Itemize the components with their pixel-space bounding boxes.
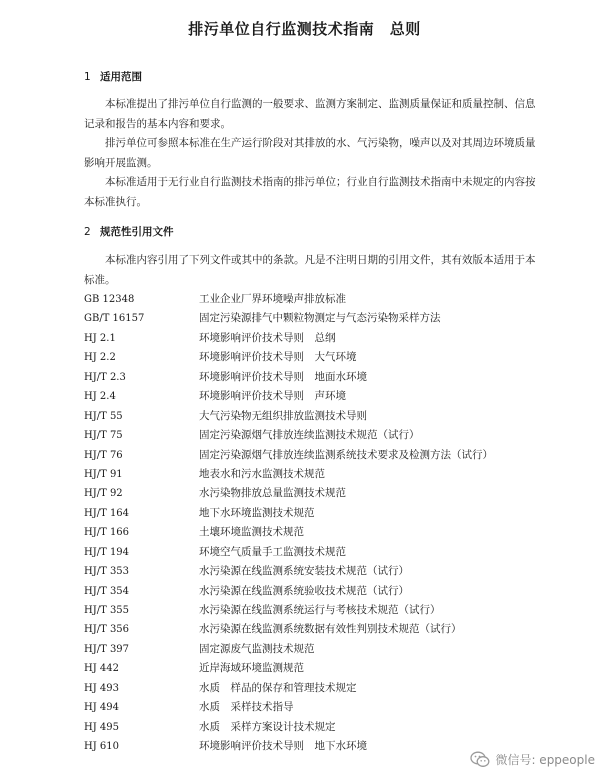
reference-title: 固定污染源烟气排放连续监测技术规范（试行） <box>199 429 420 442</box>
section-2-heading <box>84 224 174 239</box>
reference-code: HJ 2.2 <box>84 352 116 364</box>
reference-code: HJ 610 <box>84 741 119 753</box>
reference-item <box>84 601 540 620</box>
reference-item <box>84 659 540 678</box>
reference-code: HJ 2.4 <box>84 391 116 403</box>
reference-code: HJ/T 353 <box>84 566 130 578</box>
section-2-title: 规范性引用文件 <box>100 226 174 238</box>
reference-title: 水污染源在线监测系统数据有效性判别技术规范（试行） <box>199 623 462 636</box>
reference-item <box>84 387 540 406</box>
section-1-paragraph-1: 本标准提出了排污单位自行监测的一般要求、监测方案制定、监测质量保证和质量控制、信息记录和报告的基本内容和要求。 <box>84 98 536 130</box>
reference-title: 土壤环境监测技术规范 <box>199 526 304 539</box>
reference-code: HJ/T 55 <box>84 410 123 422</box>
reference-code: HJ/T 2.3 <box>84 371 126 383</box>
reference-code: HJ 493 <box>84 682 119 694</box>
reference-code: HJ/T 76 <box>84 449 123 461</box>
reference-item <box>84 407 540 426</box>
reference-item <box>84 348 540 367</box>
reference-title: 固定源废气监测技术规范 <box>199 642 315 655</box>
reference-item <box>84 290 540 309</box>
reference-item <box>84 620 540 639</box>
reference-title: 环境影响评价技术导则 大气环境 <box>199 351 357 364</box>
reference-item <box>84 523 540 542</box>
reference-item <box>84 504 540 523</box>
reference-title: 水污染源在线监测系统验收技术规范（试行） <box>199 584 409 597</box>
watermark <box>470 751 595 768</box>
reference-code: GB 12348 <box>84 294 135 305</box>
reference-code: HJ/T 356 <box>84 624 130 636</box>
reference-code: HJ 494 <box>84 702 119 714</box>
reference-title: 固定污染源排气中颗粒物测定与气态污染物采样方法 <box>199 312 441 325</box>
reference-item <box>84 562 540 581</box>
section-1-number: 1 <box>84 71 91 83</box>
reference-title: 大气污染物无组织排放监测技术导则 <box>199 409 367 422</box>
reference-item <box>84 679 540 698</box>
section-1-title: 适用范围 <box>100 71 142 83</box>
watermark-text: 微信号: eppeople <box>495 753 595 767</box>
reference-code: HJ/T 397 <box>84 643 130 655</box>
reference-title: 近岸海域环境监测规范 <box>199 662 304 675</box>
reference-code: HJ 442 <box>84 663 119 675</box>
reference-item <box>84 698 540 717</box>
reference-code: GB/T 16157 <box>84 313 145 325</box>
reference-item <box>84 484 540 503</box>
reference-code: HJ/T 194 <box>84 546 130 558</box>
reference-code: HJ/T 355 <box>84 605 130 616</box>
reference-title: 水质 采样方案设计技术规定 <box>199 720 336 733</box>
reference-code: HJ/T 92 <box>84 488 123 500</box>
reference-title: 环境影响评价技术导则 声环境 <box>199 390 346 403</box>
wechat-icon <box>470 751 490 768</box>
reference-code: HJ 495 <box>84 721 119 733</box>
section-1-paragraph-3: 本标准适用于无行业自行监测技术指南的排污单位；行业自行监测技术指南中未规定的内容按本标准执行。 <box>84 176 536 208</box>
reference-item <box>84 329 540 348</box>
reference-item <box>84 640 540 659</box>
reference-title: 水污染物排放总量监测技术规范 <box>199 487 346 500</box>
document-title: 排污单位自行监测技术指南 总则 <box>188 20 421 38</box>
reference-item <box>84 465 540 484</box>
reference-item <box>84 309 540 328</box>
reference-code: HJ/T 166 <box>84 527 130 539</box>
reference-title: 水质 采样技术指导 <box>199 701 294 714</box>
reference-title: 环境影响评价技术导则 地下水环境 <box>199 740 367 753</box>
reference-code: HJ/T 75 <box>84 430 123 442</box>
reference-item <box>84 543 540 562</box>
reference-code: HJ/T 164 <box>84 507 130 519</box>
section-1-paragraph-2: 排污单位可参照本标准在生产运行阶段对其排放的水、气污染物，噪声以及对其周边环境质量影响开展监测。 <box>84 137 536 169</box>
reference-item <box>84 446 540 465</box>
reference-title: 地下水环境监测技术规范 <box>199 506 315 519</box>
reference-title: 水质 样品的保存和管理技术规定 <box>199 681 357 694</box>
reference-title: 工业企业厂界环境噪声排放标准 <box>199 293 346 305</box>
reference-title: 水污染源在线监测系统安装技术规范（试行） <box>199 565 409 578</box>
reference-item <box>84 368 540 387</box>
reference-item <box>84 582 540 601</box>
section-1-heading <box>84 69 142 84</box>
reference-title: 固定污染源烟气排放连续监测系统技术要求及检测方法（试行） <box>199 448 493 461</box>
section-2-number: 2 <box>84 226 91 238</box>
reference-title: 环境空气质量手工监测技术规范 <box>199 545 346 558</box>
reference-item <box>84 718 540 737</box>
reference-title: 地表水和污水监测技术规范 <box>199 467 325 480</box>
reference-title: 环境影响评价技术导则 总纲 <box>199 331 336 344</box>
reference-title: 环境影响评价技术导则 地面水环境 <box>199 370 367 383</box>
section-2-intro: 本标准内容引用了下列文件或其中的条款。凡是不注明日期的引用文件，其有效版本适用于本标准。 <box>84 254 536 286</box>
reference-item <box>84 426 540 445</box>
reference-list <box>84 290 540 757</box>
reference-code: HJ 2.1 <box>84 332 116 344</box>
reference-code: HJ/T 91 <box>84 468 123 480</box>
reference-code: HJ/T 354 <box>84 585 130 597</box>
reference-title: 水污染源在线监测系统运行与考核技术规范（试行） <box>199 604 441 616</box>
